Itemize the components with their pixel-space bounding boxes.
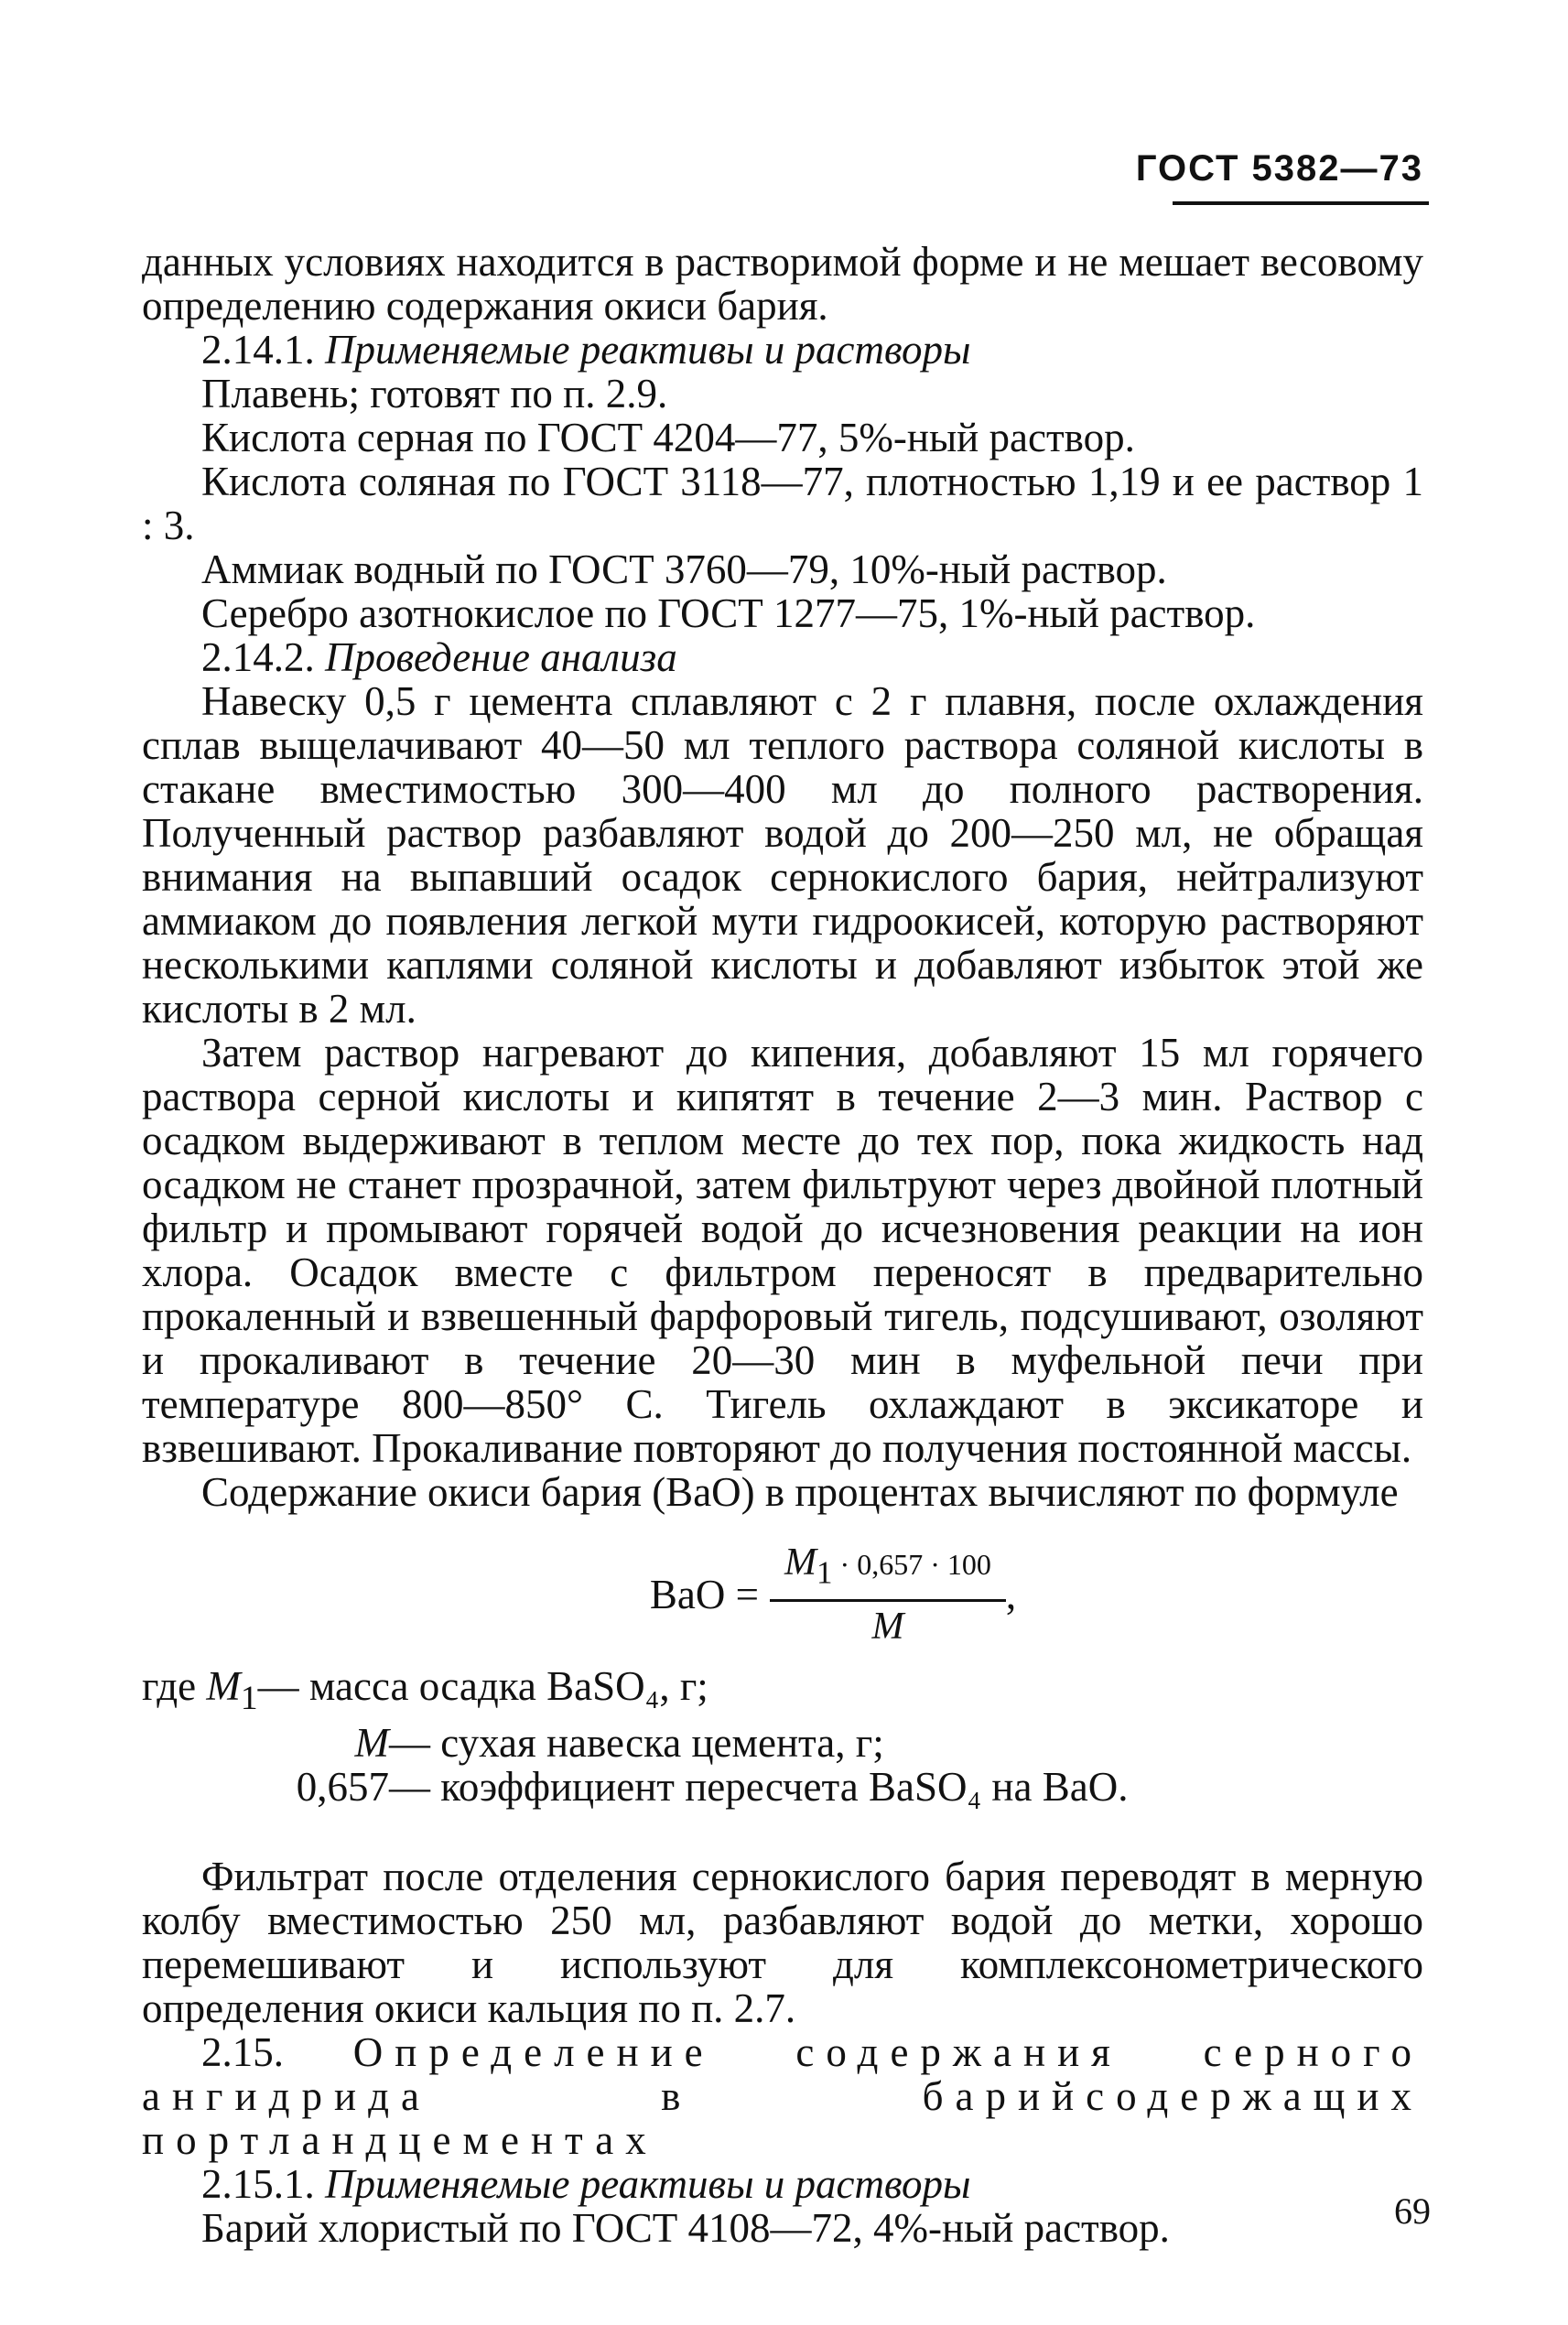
numerator-rest: · 0,657 · 100: [832, 1548, 991, 1581]
legend-definition: — коэффициент пересчета BaSO₄ на BaO.: [389, 1764, 1129, 1811]
document-body: [142, 240, 1423, 2250]
section-title: Применяемые реактивы и растворы: [325, 2161, 971, 2208]
legend-row: [142, 1664, 1423, 1721]
formula-numerator: [770, 1541, 1006, 1602]
formula-fraction: [770, 1541, 1006, 1648]
reagent-item: Аммиак водный по ГОСТ 3760—79, 10%-ный раствор.: [201, 546, 1167, 592]
reagent-item: Кислота серная по ГОСТ 4204—77, 5%-ный раствор.: [201, 415, 1135, 460]
legend-where: где: [142, 1663, 197, 1710]
formula-legend: [142, 1664, 1423, 1809]
formula-denominator: M: [871, 1606, 904, 1649]
legend-definition: — масса осадка BaSO₄, г;: [257, 1663, 708, 1710]
numerator-subscript: 1: [816, 1554, 833, 1591]
reagent-item: Серебро азотнокислое по ГОСТ 1277—75, 1%-ный раствор.: [201, 590, 1256, 636]
legend-definition: — сухая навеска цемента, г;: [389, 1720, 884, 1767]
section-2-15-1-heading: [142, 2162, 1423, 2206]
filtrate-paragraph: Фильтрат после отделения сернокислого бария переводят в мерную колбу вместимостью 250 мл, разбавляют водой до метки, хорошо перемешивают и используют для комплексонометрического определения окиси кальция по п. 2.7.: [142, 1854, 1423, 2032]
legend-row: [142, 1765, 1423, 1809]
section-number: 2.15.1.: [201, 2161, 315, 2208]
legend-symbol: M: [354, 1720, 389, 1767]
reagent-item: Плавень; готовят по п. 2.9.: [201, 371, 668, 416]
section-2-14-1-heading: [142, 328, 1423, 372]
legend-symbol: 0,657: [296, 1764, 389, 1811]
header-rule: [1173, 201, 1429, 205]
section-2-15-heading: [142, 2030, 1423, 2162]
reagent-item: Кислота соляная по ГОСТ 3118—77, плотностью 1,19 и ее раствор 1 : 3.: [142, 459, 1423, 548]
standard-header: ГОСТ 5382—73: [1135, 148, 1423, 189]
legend-symbol: $M_1$: [206, 1663, 258, 1718]
section-title: Проведение анализа: [325, 634, 677, 680]
section-number: 2.15.: [201, 2029, 284, 2076]
formula-tail: ,: [1005, 1572, 1017, 1618]
formula-lhs: BaO =: [649, 1572, 760, 1618]
paragraph-continuation: данных условиях находится в растворимой форме и не мешает весовому определению содержания окиси бария.: [142, 239, 1423, 329]
numerator-variable: M: [784, 1541, 817, 1584]
section-2-14-2-heading: [142, 635, 1423, 679]
legend-row: [142, 1721, 1423, 1765]
section-number: 2.14.2.: [201, 634, 315, 680]
section-number: 2.14.1.: [201, 327, 315, 373]
page-number: 69: [1394, 2190, 1431, 2232]
procedure-paragraph: Затем раствор нагревают до кипения, добавляют 15 мл горячего раствора серной кислоты и кипятят в течение 2—3 мин. Раствор с осадком выдерживают в теплом месте до тех пор, пока жидкость над осадком не станет прозрачной, затем фильтруют через двойной плотный фильтр и промывают горячей водой до исчезновения реакции на ион хлора. Осадок вместе с фильтром переносят в предварительно прокаленный и взвешенный фарфоровый тигель, подсушивают, озоляют и прокаливают в течение 20—30 мин в муфельной печи при температуре 800—850° С. Тигель охлаждают в эксикаторе и взвешивают. Прокаливание повторяют до получения постоянной массы.: [142, 1030, 1423, 1471]
formula-intro-paragraph: Содержание окиси бария (BaO) в процентах вычисляют по формуле: [201, 1469, 1399, 1515]
spacer: [142, 1809, 1423, 1855]
section-title: Определение содержания серного ангидрида в барийсодержащих портландцементах: [142, 2029, 1424, 2164]
reagent-item: Барий хлористый по ГОСТ 4108—72, 4%-ный раствор.: [201, 2205, 1170, 2252]
procedure-paragraph: Навеску 0,5 г цемента сплавляют с 2 г плавня, после охлаждения сплав выщелачивают 40—50 мл теплого раствора соляной кислоты в стакане вместимостью 300—400 мл до полного растворения. Полученный раствор разбавляют водой до 200—250 мл, не обращая внимания на выпавший осадок сернокислого бария, нейтрализуют аммиаком до появления легкой мути гидроокисей, которую растворяют несколькими каплями соляной кислоты и добавляют избыток этой же кислоты в 2 мл.: [142, 678, 1423, 1032]
section-title: Применяемые реактивы и растворы: [325, 327, 971, 373]
bao-formula: [142, 1541, 1423, 1648]
